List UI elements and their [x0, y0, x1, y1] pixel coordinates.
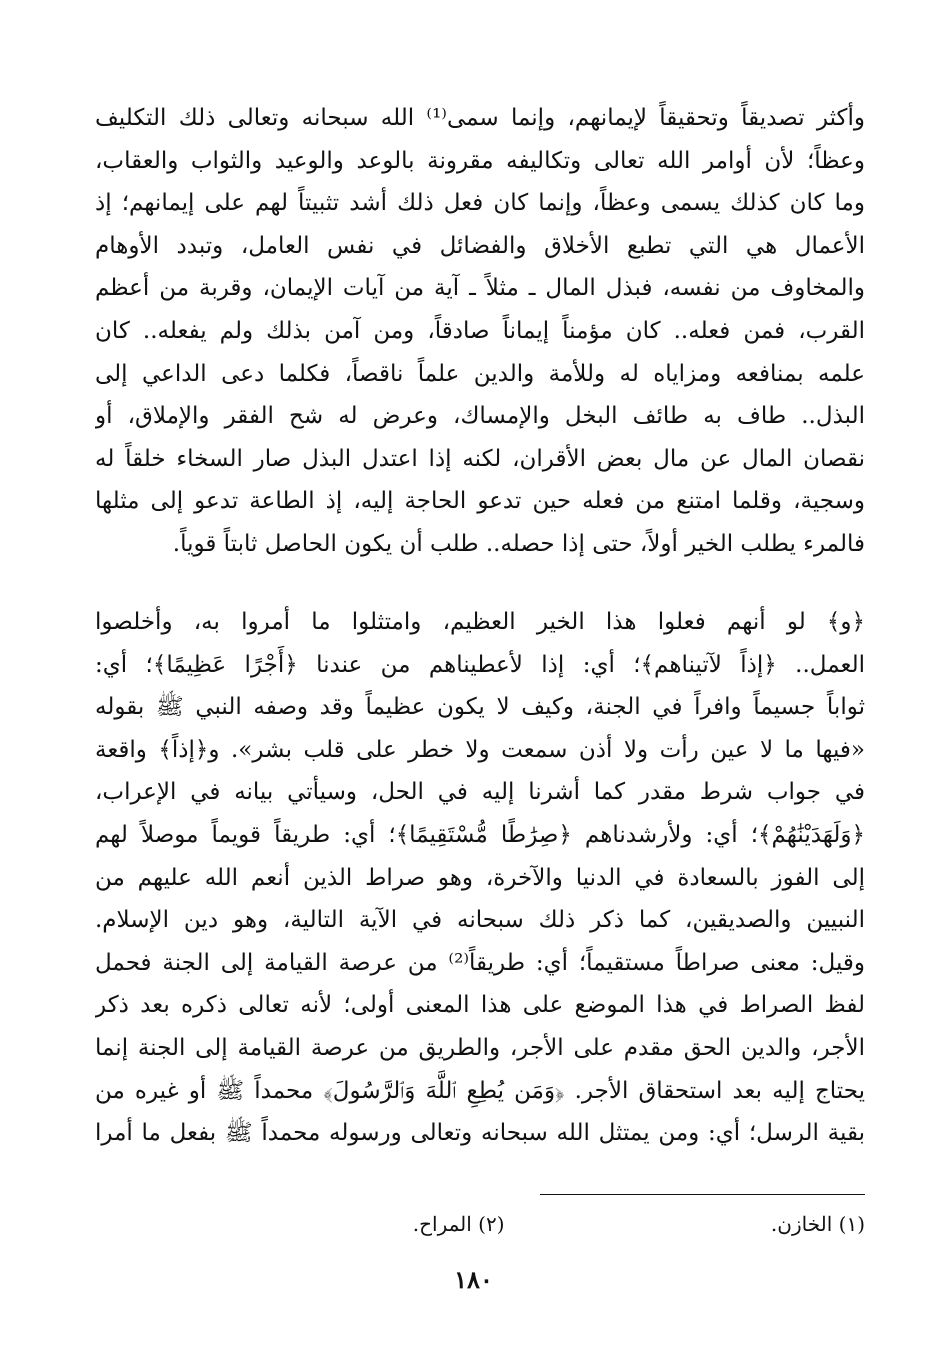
paragraph-2 — [95, 601, 865, 1155]
footnote-2: (٢) المراح. — [412, 1212, 505, 1236]
text-line: والمخاوف من نفسه، فبذل المال ـ مثلاً ـ آية من آيات الإيمان، وقربة من أعظم — [95, 275, 865, 302]
text-line: الأجر، والدين الحق مقدم على الأجر، والطريق من عرصة القيامة إلى الجنة إنما — [95, 1034, 865, 1061]
text-line: الأعمال هي التي تطبع الأخلاق والفضائل في نفس العامل، وتبدد الأوهام — [95, 232, 865, 259]
paragraph-1 — [95, 97, 865, 566]
text-line: فالمرء يطلب الخير أولاً، حتى إذا حصله.. طلب أن يكون الحاصل ثابتاً قوياً. — [172, 530, 865, 557]
text-line: وأكثر تصديقاً وتحقيقاً لإيمانهم، وإنما سمى⁽¹⁾ الله سبحانه وتعالى ذلك التكليف — [95, 105, 865, 131]
text-line: بقية الرسل؛ أي: ومن يمتثل الله سبحانه وتعالى ورسوله محمداً ﷺ بفعل ما أمرا — [95, 1120, 865, 1147]
text-line: البذل.. طاف به طائف البخل والإمساك، وعرض له شح الفقر والإملاق، أو — [95, 403, 865, 430]
text-line: في جواب شرط مقدر كما أشرنا إليه في الحل، وسيأتي بيانه في الإعراب، — [95, 779, 865, 806]
text-line: نقصان المال عن مال بعض الأقران، لكنه إذا اعتدل البذل صار السخاء خلقاً له — [95, 445, 865, 472]
text-line: وقيل: معنى صراطاً مستقيماً؛ أي: طريقاً⁽²⁾ من عرصة القيامة إلى الجنة فحمل — [95, 949, 865, 976]
footnote-1: (١) الخازن. — [770, 1212, 865, 1236]
footnotes — [165, 1207, 865, 1241]
text-line: ثواباً جسيماً وافراً في الجنة، وكيف لا يكون عظيماً وقد وصفه النبي ﷺ بقوله — [95, 694, 865, 721]
text-line: ﴿وَلَهَدَيْنَٰهُمْ﴾؛ أي: ولأرشدناهم ﴿صِرَٰطًا مُّسْتَقِيمًا﴾؛ أي: طريقاً قويماً موصلاً لهم — [95, 821, 865, 848]
text-line: إلى الفوز بالسعادة في الدنيا والآخرة، وهو صراط الذين أنعم الله عليهم من — [95, 864, 865, 891]
footnote-divider — [540, 1194, 865, 1195]
text-line: يحتاج إليه بعد استحقاق الأجر. ﴿وَمَن يُطِعِ ٱللَّهَ وَٱلرَّسُولَ﴾ محمداً ﷺ أو غيره من — [95, 1077, 865, 1104]
text-line: «فيها ما لا عين رأت ولا أذن سمعت ولا خطر على قلب بشر». و﴿إذاً﴾ واقعة — [95, 736, 865, 763]
text-line: العمل.. ﴿إذاً لآتيناهم﴾؛ أي: إذا لأعطيناهم من عندنا ﴿أَجْرًا عَظِيمًا﴾؛ أي: — [95, 651, 865, 678]
text-line: وسجية، وقلما امتنع من فعله حين تدعو الحاجة إليه، إذ الطاعة تدعو إلى مثلها — [95, 488, 865, 515]
text-line: وما كان كذلك يسمى وعظاً، وإنما كان فعل ذلك أشد تثبيتاً لهم على إيمانهم؛ إذ — [95, 190, 865, 217]
text-line: علمه بمنافعه ومزاياه له وللأمة والدين علماً ناقصاً، فكلما دعى الداعي إلى — [95, 360, 865, 387]
text-line: ﴿و﴾ لو أنهم فعلوا هذا الخير العظيم، وامتثلوا ما أمروا به، وأخلصوا — [95, 609, 865, 635]
text-line: وعظاً؛ لأن أوامر الله تعالى وتكاليفه مقرونة بالوعد والوعيد والثواب والعقاب، — [95, 147, 865, 174]
text-line: القرب، فمن فعله.. كان مؤمناً إيماناً صادقاً، ومن آمن بذلك ولم يفعله.. كان — [95, 317, 865, 344]
text-line: النبيين والصديقين، كما ذكر ذلك سبحانه في الآية التالية، وهو دين الإسلام. — [95, 907, 865, 934]
text-line: لفظ الصراط في هذا الموضع على هذا المعنى أولى؛ لأنه تعالى ذكره بعد ذكر — [95, 992, 865, 1019]
page-number: ١٨٠ — [454, 1265, 493, 1294]
